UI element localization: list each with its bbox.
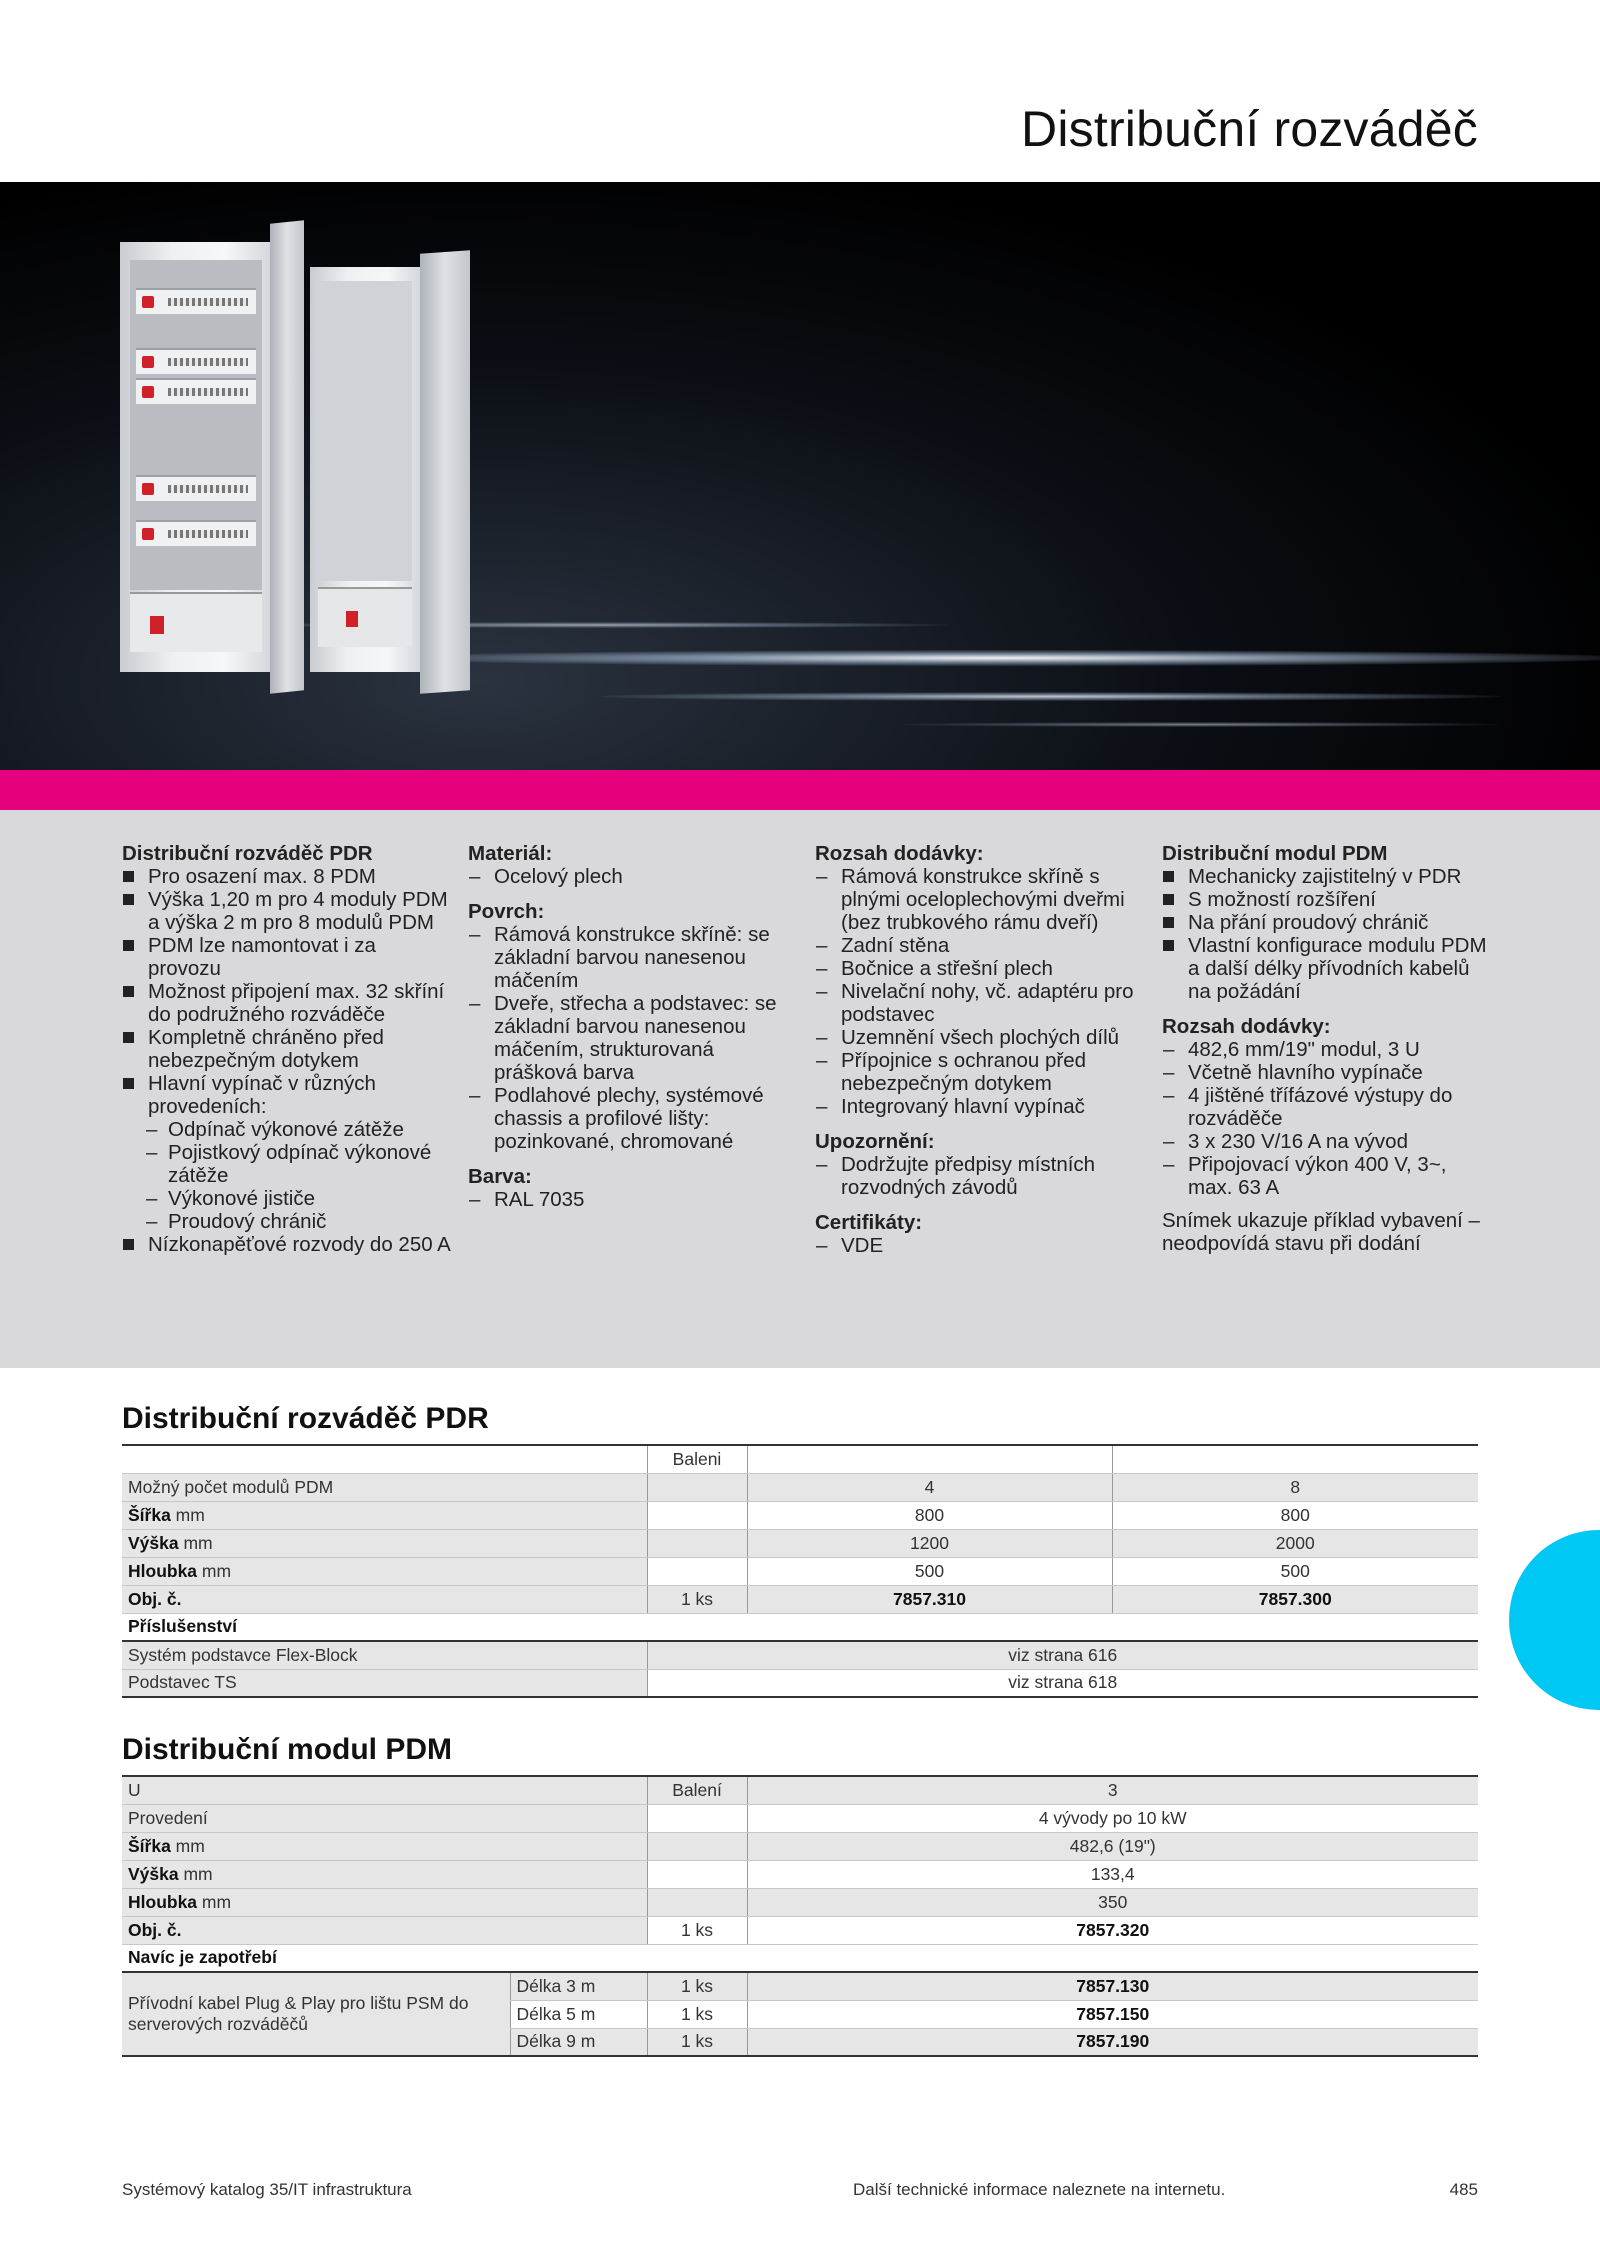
list-subitem: – Pojistkový odpínač výkonové zátěže (122, 1141, 452, 1187)
list-subitem: – Proudový chránič (122, 1210, 452, 1233)
cabinet-door (420, 250, 470, 693)
list-item: – Zadní stěna (815, 934, 1135, 957)
table-row: Hloubka mm 500 500 (122, 1557, 1478, 1585)
cabinet-door (270, 220, 304, 694)
footer-catalog: Systémový katalog 35/IT infrastruktura (122, 2180, 412, 2199)
section-title-pdm: Distribuční modul PDM (122, 1733, 452, 1766)
info-column-material (468, 842, 788, 1211)
table-row (122, 1445, 1478, 1473)
pdr-spec-table (122, 1444, 1478, 1698)
table-row: Možný počet modulů PDM 4 8 (122, 1473, 1478, 1501)
list-item: – RAL 7035 (468, 1188, 788, 1211)
list-item: Vlastní konfigurace modulu PDM a další délky přívodních kabelů na požádání (1162, 934, 1492, 1003)
table-row-cable: Délka 9 m 1 ks 7857.190 (122, 2028, 1478, 2056)
product-description (0, 810, 1600, 1368)
table-row: Systém podstavce Flex-Block viz strana 616 (122, 1641, 1478, 1669)
light-streak (600, 692, 1500, 701)
column-heading: Povrch: (468, 900, 545, 923)
list-item: – Dveře, střecha a podstavec: se základní barvou nanesenou máčením, strukturovaná prášková barva (468, 992, 788, 1084)
pdr-cabinet (310, 267, 420, 672)
list-item: – Nivelační nohy, vč. adaptéru pro podstavec (815, 980, 1135, 1026)
list-item: PDM lze namontovat i za provozu (122, 934, 452, 980)
table-row-cable: Přívodní kabel Plug & Play pro lištu PSM do serverových rozváděčů Délka 3 m 1 ks 7857.130 (122, 1972, 1478, 2000)
info-column-pdr (122, 842, 452, 1256)
table-row-cable: Délka 5 m 1 ks 7857.150 (122, 2000, 1478, 2028)
list-item: Mechanicky zajistitelný v PDR (1162, 865, 1492, 888)
column-heading: Certifikáty: (815, 1211, 923, 1234)
chapter-tab (1509, 1530, 1600, 1710)
table-row: Šířka mm 482,6 (19") (122, 1832, 1478, 1860)
table-row-order-number: Obj. č. 1 ks 7857.320 (122, 1916, 1478, 1944)
table-row: U Balení 3 (122, 1776, 1478, 1804)
pdr-cabinet-equipped (120, 242, 270, 672)
list-item: Kompletně chráněno před nebezpečným dotykem (122, 1026, 452, 1072)
list-item: – Dodržujte předpisy místních rozvodných závodů (815, 1153, 1135, 1199)
accent-bar (0, 770, 1600, 810)
light-streak (900, 722, 1500, 727)
list-item: – 482,6 mm/19" modul, 3 U (1162, 1038, 1492, 1061)
list-item: Pro osazení max. 8 PDM (122, 865, 452, 888)
list-item: S možností rozšíření (1162, 888, 1492, 911)
table-row: Hloubka mm 350 (122, 1888, 1478, 1916)
table-row: Šířka mm 800 800 (122, 1501, 1478, 1529)
baleni-header: Baleni (647, 1445, 747, 1473)
table-row: Výška mm 133,4 (122, 1860, 1478, 1888)
list-item: Hlavní vypínač v různých provedeních: (122, 1072, 452, 1118)
column-heading: Distribuční rozváděč PDR (122, 842, 373, 865)
table-row: Provedení 4 vývody po 10 kW (122, 1804, 1478, 1832)
info-column-scope (815, 842, 1135, 1257)
light-streak (380, 650, 1600, 666)
table-row-section: Navíc je zapotřebí (122, 1944, 1478, 1972)
list-subitem: – Výkonové jističe (122, 1187, 452, 1210)
cable-label: Přívodní kabel Plug & Play pro lištu PSM do serverových rozváděčů (122, 1972, 510, 2056)
list-item: Možnost připojení max. 32 skříní do podružného rozváděče (122, 980, 452, 1026)
list-item: – Rámová konstrukce skříně: se základní barvou nanesenou máčením (468, 923, 788, 992)
table-row-section: Příslušenství (122, 1613, 1478, 1641)
table-row: Výška mm 1200 2000 (122, 1529, 1478, 1557)
list-item: – Rámová konstrukce skříně s plnými oceloplechovými dveřmi (bez trubkového rámu dveří) (815, 865, 1135, 934)
section-title-pdr: Distribuční rozváděč PDR (122, 1402, 489, 1435)
list-item: – Přípojnice s ochranou před nebezpečným dotykem (815, 1049, 1135, 1095)
footer-info: Další technické informace naleznete na internetu. (853, 2180, 1226, 2199)
list-item: – Uzemnění všech plochých dílů (815, 1026, 1135, 1049)
page-number: 485 (1449, 2180, 1478, 2199)
list-item: – Podlahové plechy, systémové chassis a profilové lišty: pozinkované, chromované (468, 1084, 788, 1153)
image-note: Snímek ukazuje příklad vybavení – neodpovídá stavu při dodání (1162, 1209, 1480, 1255)
list-item: Nízkonapěťové rozvody do 250 A (122, 1233, 452, 1256)
list-item: – Připojovací výkon 400 V, 3~, max. 63 A (1162, 1153, 1492, 1199)
column-heading: Distribuční modul PDM (1162, 842, 1388, 865)
list-item: – Integrovaný hlavní vypínač (815, 1095, 1135, 1118)
column-heading: Rozsah dodávky: (1162, 1015, 1331, 1038)
list-item: Výška 1,20 m pro 4 moduly PDM a výška 2 m pro 8 modulů PDM (122, 888, 452, 934)
column-heading: Rozsah dodávky: (815, 842, 984, 865)
column-heading: Materiál: (468, 842, 553, 865)
list-item: – VDE (815, 1234, 1135, 1257)
list-item: – Bočnice a střešní plech (815, 957, 1135, 980)
list-item: – Ocelový plech (468, 865, 788, 888)
table-row: Podstavec TS viz strana 618 (122, 1669, 1478, 1697)
list-item: Na přání proudový chránič (1162, 911, 1492, 934)
column-heading: Upozornění: (815, 1130, 935, 1153)
list-item: – 4 jištěné třífázové výstupy do rozváděče (1162, 1084, 1492, 1130)
page-title: Distribuční rozváděč (1021, 101, 1478, 157)
column-heading: Barva: (468, 1165, 532, 1188)
info-column-pdm (1162, 842, 1492, 1255)
list-subitem: – Odpínač výkonové zátěže (122, 1118, 452, 1141)
pdm-spec-table (122, 1775, 1478, 2057)
list-item: – Včetně hlavního vypínače (1162, 1061, 1492, 1084)
product-photo (0, 182, 1600, 770)
list-item: – 3 x 230 V/16 A na vývod (1162, 1130, 1492, 1153)
table-row-order-number: Obj. č. 1 ks 7857.310 7857.300 (122, 1585, 1478, 1613)
